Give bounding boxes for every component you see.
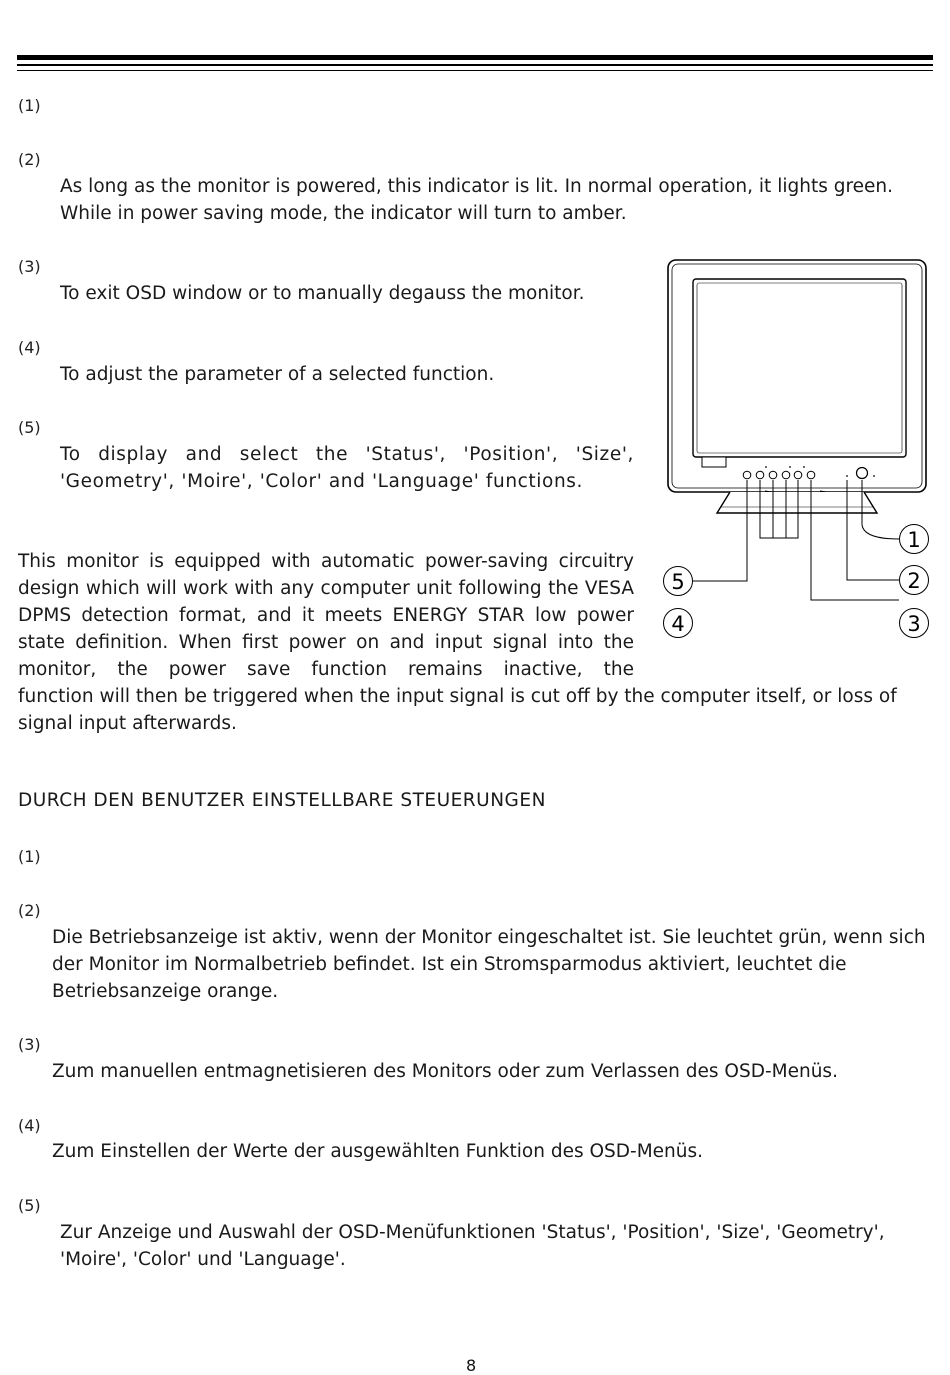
- section-heading: DURCH DEN BENUTZER EINSTELLBARE STEUERUNGEN: [18, 790, 546, 811]
- item-description: To adjust the parameter of a selected function.: [60, 364, 495, 385]
- callout-2: [900, 566, 929, 595]
- item-description: Zum Einstellen der Werte der ausgewählten Funktion des OSD-Menüs.: [52, 1141, 704, 1162]
- item-number: (5): [18, 418, 41, 437]
- power-saving-paragraph-continued: function will then be triggered when the input signal is cut off by the computer itself, or loss of signal input afterwards.: [18, 686, 897, 734]
- item-number: (3): [18, 1035, 41, 1054]
- callout-3: [900, 609, 929, 638]
- item-number: (5): [18, 1196, 41, 1215]
- callout-4: [664, 609, 693, 638]
- header-rule-thin-2: [17, 70, 933, 71]
- power-saving-paragraph: This monitor is equipped with automatic power-saving circuitry design which will work with any computer unit following the VESA DPMS detection format, and it meets ENERGY STAR low power state definition. When first power on and input signal into the monitor, the power save function remains inactive, the: [18, 551, 634, 680]
- svg-text:1: 1: [907, 528, 921, 552]
- power-button: [857, 468, 868, 479]
- svg-text:3: 3: [907, 612, 921, 636]
- monitor-diagram: [655, 255, 940, 650]
- item-description: Zur Anzeige und Auswahl der OSD-Menüfunktionen 'Status', 'Position', 'Size', 'Geometry', 'Moire', 'Color' und 'Language'.: [60, 1222, 885, 1270]
- item-description: To display and select the 'Status', 'Position', 'Size', 'Geometry', 'Moire', 'Color' and 'Language' functions.: [60, 444, 634, 492]
- monitor-stand: [717, 492, 877, 513]
- header-rule-thick: [17, 55, 933, 60]
- svg-text:2: 2: [907, 569, 921, 593]
- item-description: Die Betriebsanzeige ist aktiv, wenn der Monitor eingeschaltet ist. Sie leuchtet grün, wenn sich der Monitor im Normalbetrieb befindet. Ist ein Stromsparmodus aktiviert, leuchtet die Betriebsanzeige orange.: [52, 927, 926, 1002]
- callout-1: [900, 525, 929, 554]
- item-description: Zum manuellen entmagnetisieren des Monitors oder zum Verlassen des OSD-Menüs.: [52, 1061, 838, 1082]
- svg-text:4: 4: [671, 612, 685, 636]
- svg-text:5: 5: [671, 570, 685, 594]
- item-number: (4): [18, 338, 41, 357]
- item-number: (2): [18, 150, 41, 169]
- monitor-screen: [693, 279, 906, 457]
- item-number: (3): [18, 257, 41, 276]
- callout-5: [664, 567, 693, 596]
- header-rule-thin-1: [17, 64, 933, 66]
- brand-badge: [702, 457, 726, 467]
- item-description: To exit OSD window or to manually degauss the monitor.: [60, 283, 585, 304]
- item-description: As long as the monitor is powered, this indicator is lit. In normal operation, it lights green. While in power saving mode, the indicator will turn to amber.: [60, 176, 894, 224]
- item-number: (4): [18, 1116, 41, 1135]
- item-number: (1): [18, 847, 41, 866]
- page-number: 8: [466, 1356, 477, 1375]
- item-number: (2): [18, 901, 41, 920]
- item-number: (1): [18, 96, 41, 115]
